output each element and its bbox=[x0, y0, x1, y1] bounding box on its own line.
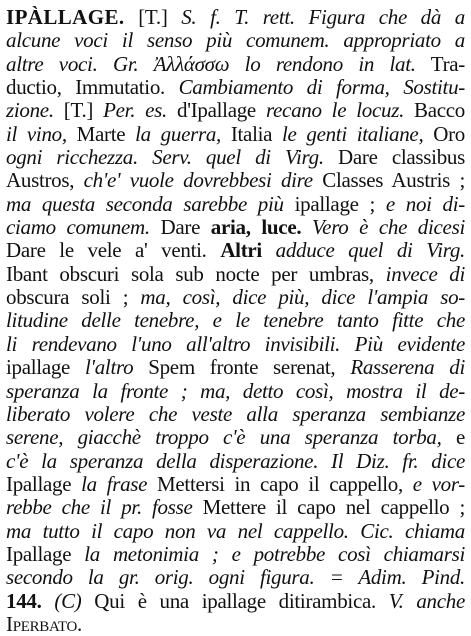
text-segment: ipallage bbox=[6, 356, 85, 380]
entry-line bbox=[6, 99, 465, 122]
text-segment: Ἀλλάσσω bbox=[153, 52, 230, 76]
text-segment: Altri bbox=[220, 239, 262, 263]
text-segment: (C) bbox=[54, 589, 82, 613]
entry-line bbox=[6, 286, 465, 309]
entry-line bbox=[6, 590, 465, 613]
text-segment: c'è la speranza della disperazione. Il Diz. fr. dice bbox=[6, 449, 465, 473]
text-segment: Italia bbox=[221, 122, 282, 146]
text-segment: alcune voci il senso più comunem. appropriato a bbox=[6, 29, 465, 53]
text-segment: Ipallage bbox=[6, 542, 85, 566]
text-segment: Ipallage bbox=[6, 472, 82, 496]
text-segment: Cambiamento di forma, Sostitu- bbox=[178, 76, 465, 100]
text-segment: invece di bbox=[385, 262, 465, 286]
text-segment: Ibant obscuri sola sub nocte per umbras, bbox=[6, 262, 386, 286]
text-segment: Austros, bbox=[6, 169, 84, 193]
headword: IPÀLLAGE. bbox=[6, 6, 125, 29]
text-segment: lo rendono in lat. bbox=[229, 52, 416, 76]
text-segment: Qui è una ipallage ditirambica. bbox=[81, 589, 389, 613]
text-segment: Mettere il capo nel cappello ; bbox=[192, 496, 465, 520]
text-segment: la frase bbox=[81, 472, 148, 496]
text-segment: litudine delle tenebre, e le tenebre tanto fitte che bbox=[6, 309, 465, 333]
text-segment: adduce quel di Virg. bbox=[261, 239, 465, 263]
entry-line bbox=[6, 309, 465, 332]
text-segment: Tra- bbox=[415, 52, 465, 76]
text-segment: ciamo comunem. bbox=[6, 216, 150, 240]
text-segment: 144. bbox=[6, 589, 55, 613]
entry-line bbox=[6, 613, 465, 636]
text-segment: serene, giacchè troppo c'è una speranza torba, bbox=[6, 426, 442, 450]
text-segment: Rasserena di bbox=[350, 356, 465, 380]
entry-line bbox=[6, 496, 465, 519]
text-segment: Marte bbox=[66, 122, 136, 146]
entry-line bbox=[6, 239, 465, 262]
text-segment: ductio, Immutatio. bbox=[6, 76, 179, 100]
text-segment: e bbox=[441, 426, 465, 450]
entry-line bbox=[6, 520, 465, 543]
text-segment: liberato volere che veste alla speranza sembianze bbox=[6, 402, 465, 426]
text-segment: Spem fronte serenat, bbox=[133, 356, 351, 380]
entry-line bbox=[6, 53, 465, 76]
text-segment: V. anche bbox=[388, 589, 465, 613]
text-segment: le genti italiane, bbox=[282, 122, 424, 146]
entry-line bbox=[6, 216, 465, 239]
entry-line bbox=[6, 123, 465, 146]
entry-line bbox=[6, 76, 465, 99]
text-segment: e vor- bbox=[412, 472, 465, 496]
entry-line bbox=[6, 473, 465, 496]
text-segment: ma questa seconda sarebbe più bbox=[6, 192, 284, 216]
text-segment: Vero è che dicesi bbox=[301, 216, 465, 240]
text-segment: la guerra, bbox=[135, 122, 221, 146]
text-segment: Classes Austris ; bbox=[312, 169, 465, 193]
text-segment: [T.] bbox=[53, 99, 104, 123]
text-segment: aria, luce. bbox=[210, 216, 302, 240]
text-segment: ogni ricchezza. Serv. quel di Virg. bbox=[6, 146, 324, 170]
text-segment: secondo la gr. orig. ogni figura. = Adim. Pind. bbox=[6, 566, 465, 590]
text-segment: Dare bbox=[149, 216, 211, 240]
text-segment: Iperbato. bbox=[6, 612, 82, 636]
entry-line bbox=[6, 169, 465, 192]
entry-line bbox=[6, 333, 465, 356]
entry-line bbox=[6, 566, 465, 589]
text-segment: il vino, bbox=[6, 122, 67, 146]
entry-line bbox=[6, 543, 465, 566]
dictionary-entry-ipallage bbox=[6, 6, 465, 636]
text-segment: recano le locuz. bbox=[265, 99, 405, 123]
text-segment: d'Ipallage bbox=[167, 99, 266, 123]
entry-line bbox=[6, 380, 465, 403]
text-segment: l'altro bbox=[85, 356, 134, 380]
text-segment: Bacco bbox=[404, 99, 465, 123]
text-segment: altre voci. Gr. bbox=[6, 52, 154, 76]
text-segment: ma tutto il capo non va nel cappello. Cic. chiama bbox=[6, 519, 465, 543]
text-segment: obscura soli ; bbox=[6, 286, 141, 310]
entry-line bbox=[6, 426, 465, 449]
entry-line bbox=[6, 6, 465, 29]
entry-line bbox=[6, 403, 465, 426]
text-segment: Dare le vele a' venti. bbox=[6, 239, 221, 263]
entry-line bbox=[6, 263, 465, 286]
text-segment: la metonimia ; e potrebbe così chiamarsi bbox=[84, 542, 465, 566]
text-segment: speranza la fronte ; ma, detto così, mostra il de- bbox=[6, 379, 465, 403]
text-segment: e noi di- bbox=[385, 192, 465, 216]
text-segment: Per. es. bbox=[103, 99, 168, 123]
text-segment: ipallage ; bbox=[283, 192, 386, 216]
text-segment: zione. bbox=[6, 99, 54, 123]
entry-line bbox=[6, 193, 465, 216]
text-segment: rebbe che il pr. fosse bbox=[6, 496, 193, 520]
text-segment: li rendevano l'uno all'altro invisibili. Più evidente bbox=[6, 332, 465, 356]
text-segment: Dare classibus bbox=[323, 146, 465, 170]
text-segment: ch'e' vuole dovrebbesi dire bbox=[83, 169, 313, 193]
text-segment: ma, così, dice più, dice l'ampia so- bbox=[140, 286, 465, 310]
text-segment: Mettersi in capo il cappello, bbox=[147, 472, 413, 496]
entry-line bbox=[6, 29, 465, 52]
text-segment: S. f. T. rett. Figura che dà a bbox=[181, 6, 465, 29]
text-segment: Oro bbox=[423, 122, 465, 146]
text-segment: [T.] bbox=[124, 6, 182, 29]
entry-line bbox=[6, 450, 465, 473]
entry-line bbox=[6, 356, 465, 379]
entry-line bbox=[6, 146, 465, 169]
